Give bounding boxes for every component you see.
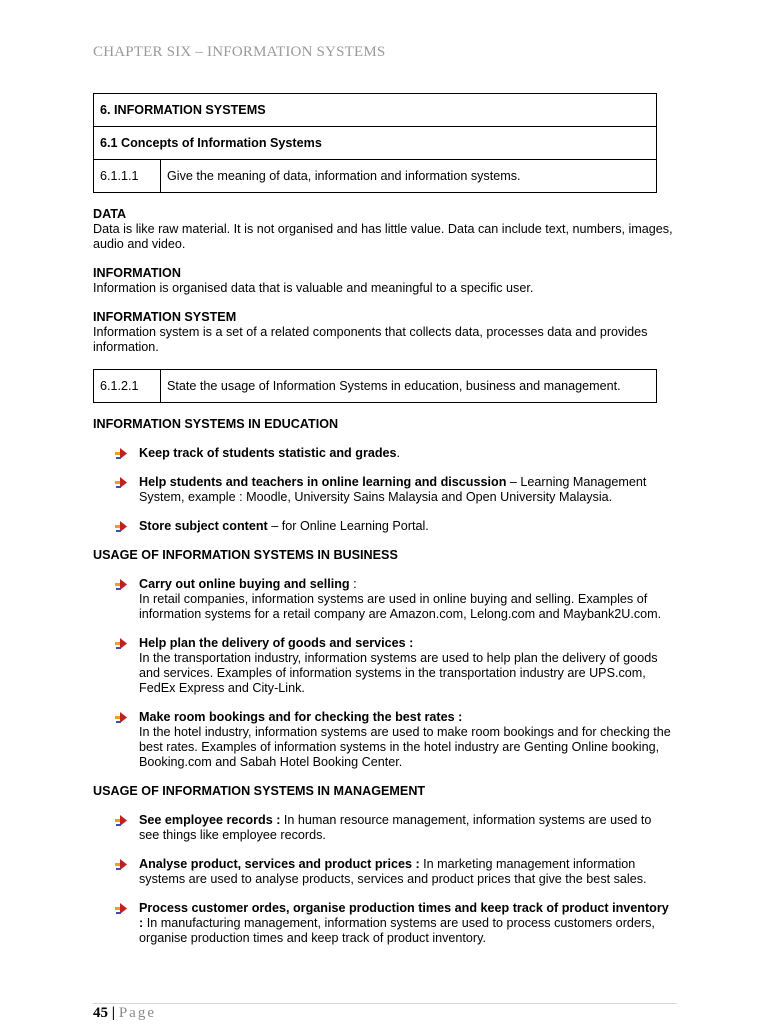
page-number: 45 — [93, 1005, 108, 1021]
information-system-section — [93, 310, 673, 355]
objective-text: Give the meaning of data, information and information systems. — [161, 160, 657, 193]
arrow-bullet-icon — [115, 815, 127, 826]
item-title: See employee records : — [139, 813, 281, 827]
objective-text: State the usage of Information Systems in education, business and management. — [161, 370, 657, 403]
data-heading: DATA — [93, 207, 127, 221]
list-item — [93, 901, 673, 946]
item-suffix: : — [349, 577, 357, 591]
information-system-text: Information system is a set of a related components that collects data, processes data and provides information. — [93, 325, 648, 354]
data-text: Data is like raw material. It is not organised and has little value. Data can include text, numbers, images, audio and video. — [93, 222, 673, 251]
topic-heading: 6. INFORMATION SYSTEMS — [94, 94, 657, 127]
item-text: In marketing management information systems are used to analyse products, services and product prices that give the best sales. — [139, 857, 647, 886]
page-label: Page — [118, 1005, 156, 1021]
objective-table — [93, 369, 657, 403]
business-section — [93, 548, 673, 770]
item-text: In the transportation industry, information systems are used to help plan the delivery of goods and services. Examples of information systems in the transportation industry are UPS.com, FedEx Express and City-Link. — [139, 651, 658, 695]
item-text: – for Online Learning Portal. — [267, 519, 429, 533]
arrow-bullet-icon — [115, 448, 127, 459]
page-content — [93, 93, 673, 946]
list-item — [93, 577, 673, 622]
item-title: Help plan the delivery of goods and services : — [139, 636, 414, 650]
arrow-bullet-icon — [115, 638, 127, 649]
objective-number: 6.1.1.1 — [94, 160, 161, 193]
item-title: Process customer ordes, organise production times and keep track of product inventory : — [139, 901, 669, 930]
arrow-bullet-icon — [115, 477, 127, 488]
item-text: – Learning Management System, example : Moodle, University Sains Malaysia and Open University Malaysia. — [139, 475, 647, 504]
management-section — [93, 784, 673, 946]
education-heading: INFORMATION SYSTEMS IN EDUCATION — [93, 417, 339, 431]
arrow-bullet-icon — [115, 579, 127, 590]
item-title: Carry out online buying and selling — [139, 577, 350, 591]
page-separator: | — [108, 1005, 119, 1021]
list-item — [93, 857, 673, 887]
list-item — [93, 710, 673, 770]
running-header: CHAPTER SIX – INFORMATION SYSTEMS — [93, 44, 386, 60]
arrow-bullet-icon — [115, 521, 127, 532]
item-title: Help students and teachers in online learning and discussion — [139, 475, 507, 489]
information-system-heading: INFORMATION SYSTEM — [93, 310, 237, 324]
list-item — [93, 813, 673, 843]
item-text: In the hotel industry, information systems are used to make room bookings and for checking the best rates. Examples of information systems in the hotel industry are Genting Online booking, Booking.com and Sabah Hotel Booking Center. — [139, 725, 671, 769]
item-title: Analyse product, services and product prices : — [139, 857, 420, 871]
item-text: In manufacturing management, information systems are used to process customers orders, organise production times and keep track of product inventory. — [139, 916, 655, 945]
arrow-bullet-icon — [115, 859, 127, 870]
item-title: Keep track of students statistic and grades — [139, 446, 397, 460]
list-item — [93, 636, 673, 696]
item-title: Store subject content — [139, 519, 268, 533]
list-item — [93, 519, 673, 534]
objective-number: 6.1.2.1 — [94, 370, 161, 403]
arrow-bullet-icon — [115, 712, 127, 723]
business-heading: USAGE OF INFORMATION SYSTEMS IN BUSINESS — [93, 548, 398, 562]
item-text: In human resource management, information systems are used to see things like employee records. — [139, 813, 652, 842]
management-heading: USAGE OF INFORMATION SYSTEMS IN MANAGEMENT — [93, 784, 426, 798]
page-footer — [93, 1005, 156, 1022]
list-item — [93, 446, 673, 461]
information-text: Information is organised data that is valuable and meaningful to a specific user. — [93, 281, 534, 295]
item-text: In retail companies, information systems are used in online buying and selling. Examples of information systems for a retail company are Amazon.com, Lelong.com and Maybank2U.com. — [139, 592, 662, 621]
footer-divider — [93, 1003, 677, 1004]
subtopic-heading: 6.1 Concepts of Information Systems — [94, 127, 657, 160]
information-section — [93, 266, 673, 296]
item-text: . — [396, 446, 401, 460]
item-title: Make room bookings and for checking the best rates : — [139, 710, 463, 724]
education-section — [93, 417, 673, 534]
arrow-bullet-icon — [115, 903, 127, 914]
information-heading: INFORMATION — [93, 266, 181, 280]
topic-table — [93, 93, 657, 193]
data-section — [93, 207, 673, 252]
list-item — [93, 475, 673, 505]
